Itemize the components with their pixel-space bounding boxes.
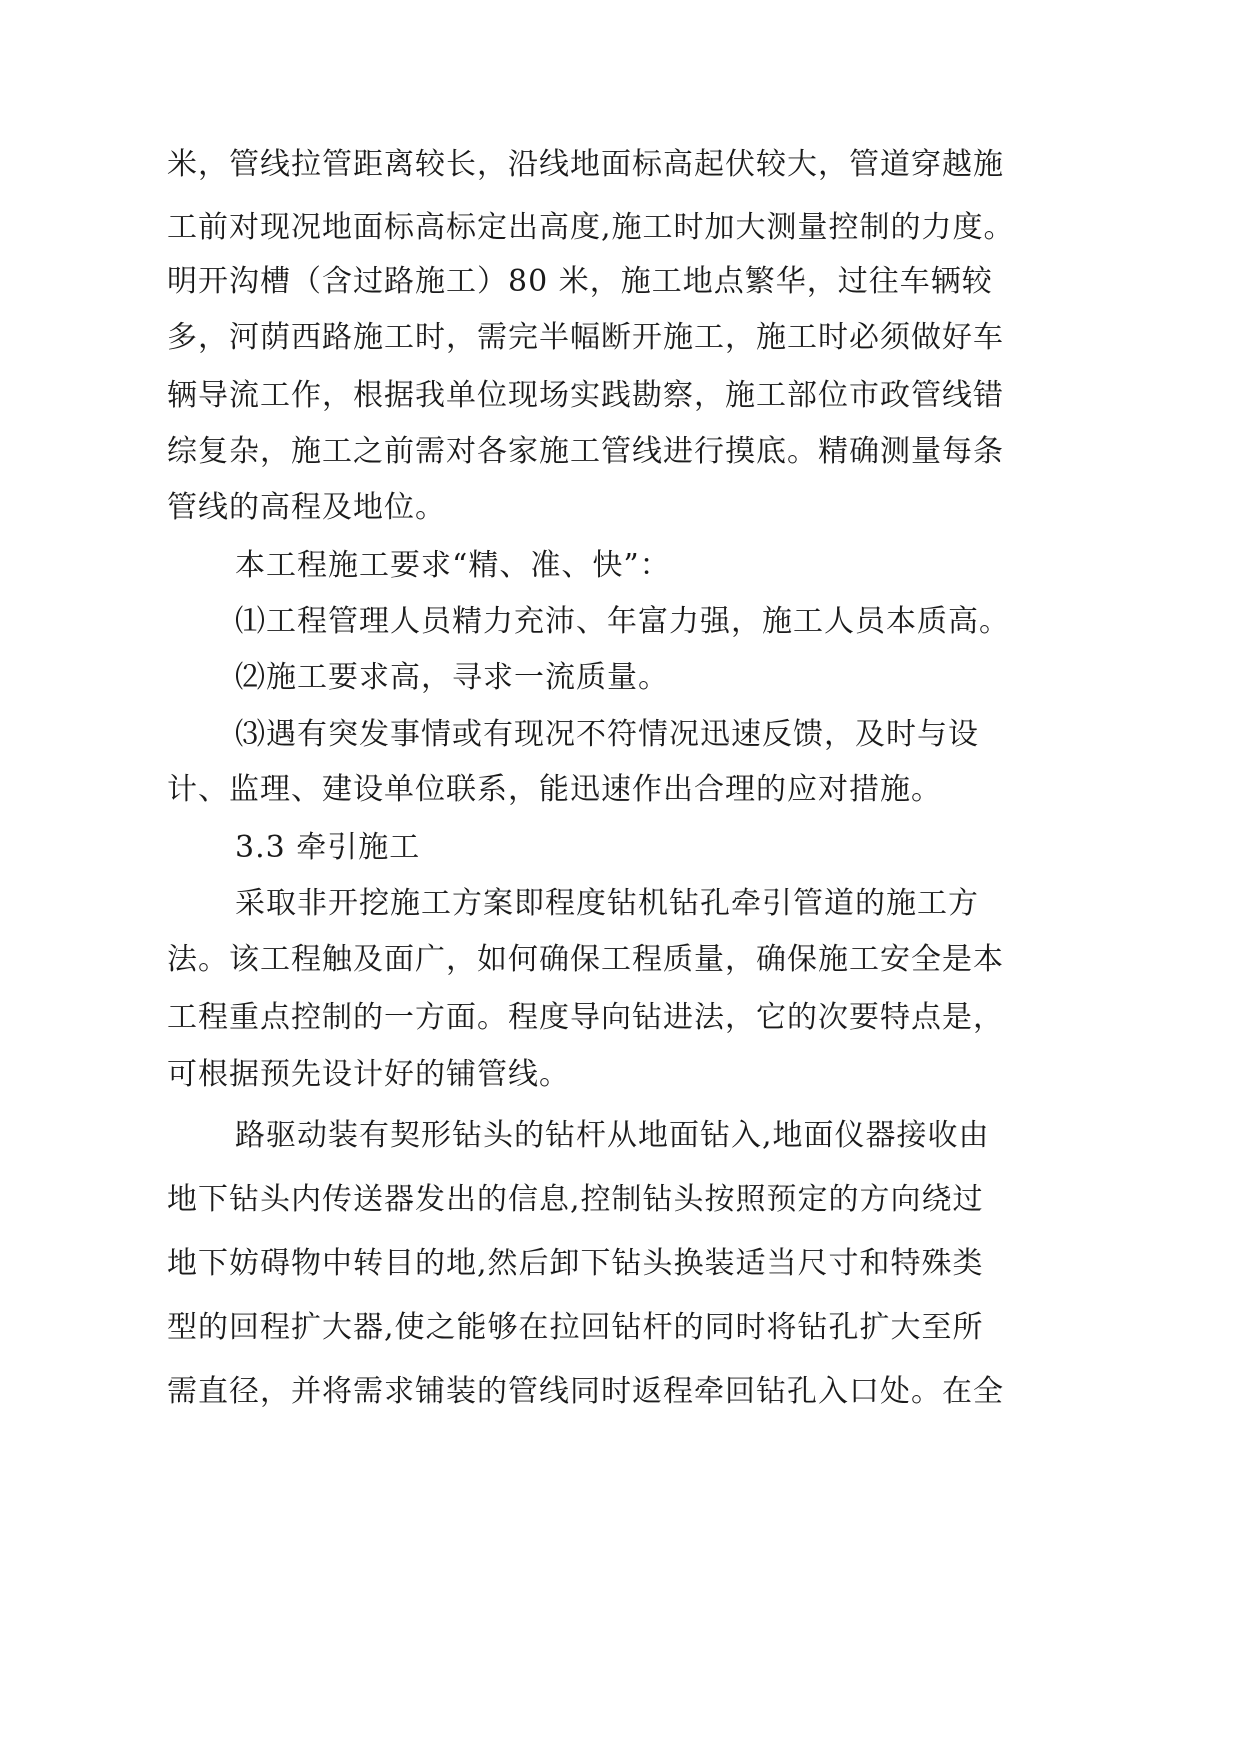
text-line: 可根据预先设计好的铺管线。	[167, 1057, 570, 1092]
text-line: 明开沟槽（含过路施工）80 米，施工地点繁华，过往车辆较	[167, 264, 993, 299]
text-line: 综复杂，施工之前需对各家施工管线进行摸底。精确测量每条	[167, 434, 1004, 469]
text-line: 多，河荫西路施工时，需完半幅断开施工，施工时必须做好车	[167, 320, 1004, 355]
list-item: ⑵施工要求高，寻求一流质量。	[235, 660, 669, 695]
text-line: 计、监理、建设单位联系，能迅速作出合理的应对措施。	[167, 772, 942, 807]
section-heading: 3.3 牵引施工	[235, 830, 421, 865]
text-line: 辆导流工作，根据我单位现场实践勘察，施工部位市政管线错	[167, 378, 1004, 413]
text-line: 工程重点控制的一方面。程度导向钻进法，它的次要特点是，	[167, 1000, 1004, 1035]
list-item: ⑶遇有突发事情或有现况不符情况迅速反馈，及时与设	[235, 717, 979, 752]
paragraph-line: 路驱动装有契形钻头的钻杆从地面钻入,地面仪器接收由	[235, 1118, 990, 1153]
list-item: ⑴工程管理人员精力充沛、年富力强，施工人员本质高。	[235, 604, 1010, 639]
text-line: 需直径，并将需求铺装的管线同时返程牵回钻孔入口处。在全	[167, 1374, 1004, 1409]
text-line: 工前对现况地面标高标定出高度,施工时加大测量控制的力度。	[167, 210, 1015, 245]
text-line: 米，管线拉管距离较长，沿线地面标高起伏较大，管道穿越施	[167, 147, 1004, 182]
paragraph-line: 本工程施工要求“精、准、快”：	[235, 548, 671, 583]
text-line: 地下钻头内传送器发出的信息,控制钻头按照预定的方向绕过	[167, 1182, 984, 1217]
text-line: 法。该工程触及面广，如何确保工程质量，确保施工安全是本	[167, 942, 1004, 977]
text-line: 地下妨碍物中转目的地,然后卸下钻头换装适当尺寸和特殊类	[167, 1246, 984, 1281]
paragraph-line: 采取非开挖施工方案即程度钻机钻孔牵引管道的施工方	[235, 886, 979, 921]
text-line: 管线的高程及地位。	[167, 490, 446, 525]
text-line: 型的回程扩大器,使之能够在拉回钻杆的同时将钻孔扩大至所	[167, 1310, 984, 1345]
